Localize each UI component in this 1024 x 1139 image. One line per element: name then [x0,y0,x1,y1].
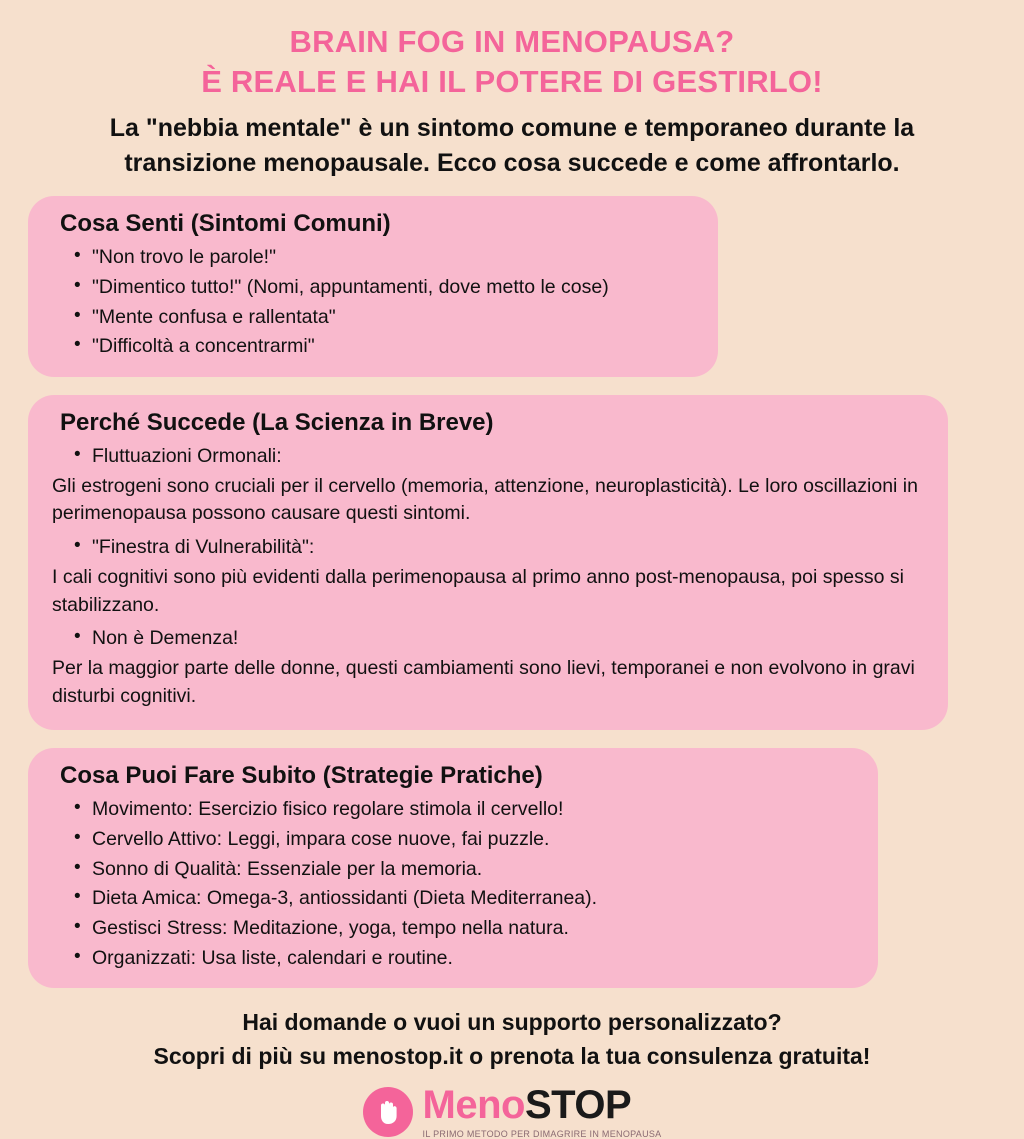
science-bullet-list-2 [50,534,926,562]
title-line-2: È REALE E HAI IL POTERE DI GESTIRLO! [201,63,823,99]
logo-word-stop: STOP [524,1083,632,1128]
science-entry-2 [50,534,926,619]
list-item: • Non è Demenza! [92,625,926,653]
list-item: • Fluttuazioni Ormonali: [92,443,926,471]
list-item: • Movimento: Esercizio fisico regolare stimola il cervello! [92,796,856,824]
logo-word-meno: Meno [422,1083,525,1128]
hand-icon [363,1087,413,1137]
list-item: • Gestisci Stress: Meditazione, yoga, tempo nella natura. [92,915,856,943]
section-card-strategies [28,748,878,988]
science-body-2: I cali cognitivi sono più evidenti dalla perimenopausa al primo anno post-menopausa, poi spesso si stabilizzano. [52,565,905,616]
logo-tagline: IL PRIMO METODO PER DIMAGRIRE IN MENOPAUSA [422,1129,662,1139]
list-item: • Cervello Attivo: Leggi, impara cose nuove, fai puzzle. [92,826,856,854]
logo-wordmark [422,1083,632,1128]
brand-logo [28,1085,996,1139]
science-entry-1 [50,443,926,528]
section-title-science: Perché Succede (La Scienza in Breve) [60,409,494,437]
list-item: • "Mente confusa e rallentata" [92,304,696,332]
section-title-symptoms: Cosa Senti (Sintomi Comuni) [60,210,391,238]
list-item: • "Difficoltà a concentrarmi" [92,333,696,361]
list-item: • "Finestra di Vulnerabilità": [92,534,926,562]
list-item: • Organizzati: Usa liste, calendari e routine. [92,945,856,973]
cta-line-2: Scopri di più su menostop.it o prenota la tua consulenza gratuita! [153,1042,871,1069]
section-card-science [28,395,948,730]
title-line-1: BRAIN FOG IN MENOPAUSA? [289,24,735,59]
list-item: • "Non trovo le parole!" [92,244,696,272]
list-item: • Dieta Amica: Omega-3, antiossidanti (Dieta Mediterranea). [92,885,856,913]
science-body-3: Per la maggior parte delle donne, questi cambiamenti sono lievi, temporanei e non evolvono in gravi disturbi cognitivi. [52,656,915,707]
header-title-block [28,22,996,101]
logo-text [423,1085,662,1139]
cta-line-1: Hai domande o vuoi un supporto personalizzato? [242,1009,782,1036]
science-bullet-list-3 [50,625,926,653]
list-item: • "Dimentico tutto!" (Nomi, appuntamenti, dove metto le cose) [92,274,696,302]
science-entry-3 [50,625,926,710]
section-title-strategies: Cosa Puoi Fare Subito (Strategie Pratiche) [60,762,543,790]
footer-cta [28,1006,996,1073]
section-card-symptoms [28,196,718,377]
science-body-1: Gli estrogeni sono cruciali per il cervello (memoria, attenzione, neuroplasticità). Le loro oscillazioni in perimenopausa possono causare questi sintomi. [52,474,918,525]
science-bullet-list-1 [50,443,926,471]
strategies-list [50,796,856,972]
header-subtitle: La "nebbia mentale" è un sintomo comune e temporaneo durante la transizione menopausale. Ecco cosa succede e come affrontarlo. [109,114,915,177]
symptoms-list [50,244,696,361]
list-item: • Sonno di Qualità: Essenziale per la memoria. [92,856,856,884]
